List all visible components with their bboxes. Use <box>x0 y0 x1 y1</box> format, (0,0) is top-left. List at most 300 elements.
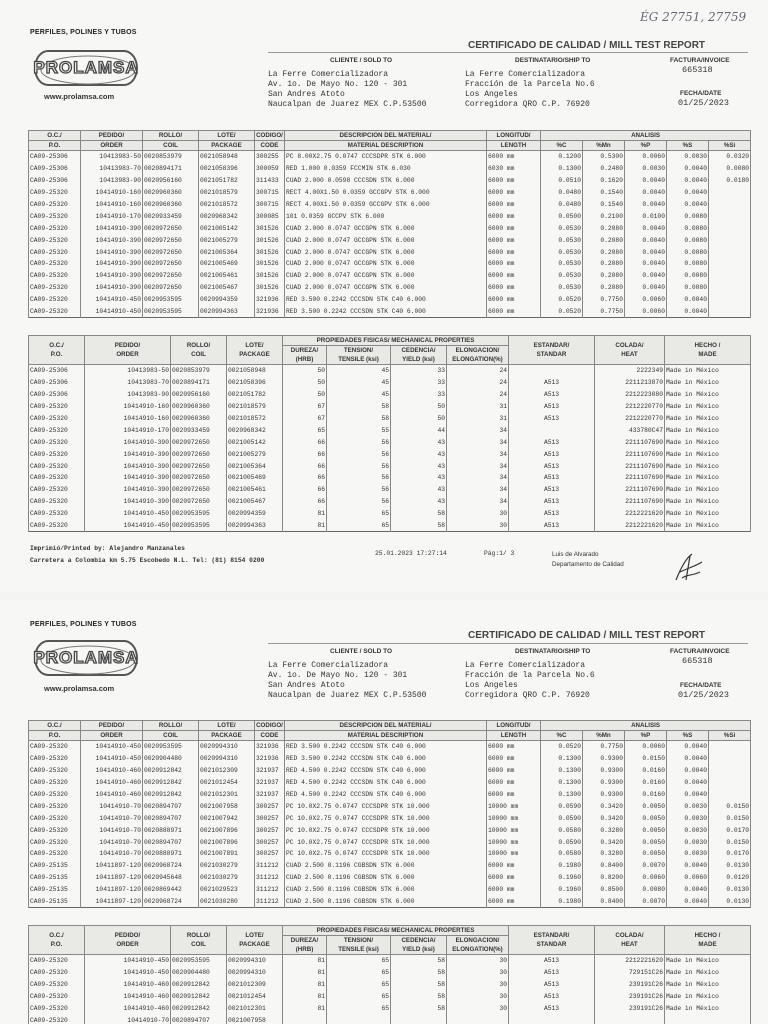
cell-s: 0.0040 <box>667 199 709 211</box>
cell-p: 0.0040 <box>625 234 667 246</box>
print-timestamp: 25.01.2023 17:27:14 <box>375 550 447 557</box>
cell-yield: 58 <box>391 508 447 520</box>
cell-c: 0.0530 <box>541 222 583 234</box>
cell-code: 321937 <box>255 789 285 801</box>
cell-coil: 0020960360 <box>171 401 227 413</box>
cell-standard: A513 <box>509 436 595 448</box>
cell-yield: 58 <box>391 967 447 979</box>
cell-yield: 58 <box>391 520 447 532</box>
mechanical-properties-table <box>28 925 751 1024</box>
col-made: HECHO / MADE <box>665 336 751 365</box>
cell-hardness: 66 <box>283 460 327 472</box>
cell-tensile: 56 <box>327 460 391 472</box>
cell-coil: 0020945648 <box>143 872 199 884</box>
cell-s: 0.0040 <box>667 187 709 199</box>
cell-po: CA09-25306 <box>29 175 81 187</box>
cell-p: 0.0070 <box>625 860 667 872</box>
sold-to-line: Naucalpan de Juarez MEX C.P.53500 <box>268 691 427 700</box>
cell-coil: 0020972650 <box>171 460 227 472</box>
sold-to-line: La Ferre Comercializadora <box>268 70 389 79</box>
cell-order: 10413983-70 <box>85 377 171 389</box>
cell-mn: 0.8500 <box>583 884 625 896</box>
col-rollo: ROLLO/ <box>143 131 199 141</box>
cell-code: 311433 <box>255 175 285 187</box>
cell-order: 10411897-120 <box>81 872 143 884</box>
cell-po: CA09-25320 <box>29 753 81 765</box>
col-rollo: ROLLO/ COIL <box>171 336 227 365</box>
cell-package: 0020994310 <box>227 967 283 979</box>
cell-c: 0.0580 <box>541 848 583 860</box>
table-row <box>29 812 751 824</box>
cell-s: 0.0030 <box>667 800 709 812</box>
cell-order: 10414910-160 <box>85 413 171 425</box>
cell-yield: 43 <box>391 460 447 472</box>
cell-length: 6000 mm <box>487 896 541 908</box>
cell-coil: 0020894171 <box>143 163 199 175</box>
cell-standard: A513 <box>509 991 595 1003</box>
cell-po: CA09-25320 <box>29 294 81 306</box>
cell-heat <box>595 1014 665 1024</box>
cell-package: 0020968342 <box>227 424 283 436</box>
cell-c: 0.1300 <box>541 765 583 777</box>
table-row <box>29 460 751 472</box>
col-tensile: TENSION/ TENSILE (ksi) <box>327 346 391 365</box>
cell-po: CA09-25320 <box>29 812 81 824</box>
cell-standard: A513 <box>509 955 595 967</box>
col-material-description: MATERIAL DESCRIPTION <box>285 141 487 151</box>
cell-elongation: 34 <box>447 460 509 472</box>
cell-elongation: 30 <box>447 979 509 991</box>
cell-order: 10413983-50 <box>81 151 143 163</box>
cell-hardness: 81 <box>283 979 327 991</box>
cell-hardness: 66 <box>283 448 327 460</box>
cell-length: 6000 mm <box>487 765 541 777</box>
company-name: PERFILES, POLINES Y TUBOS <box>30 29 137 36</box>
cell-yield: 50 <box>391 401 447 413</box>
cell-po: CA09-25320 <box>29 824 81 836</box>
cell-standard: A513 <box>509 496 595 508</box>
cell-package: 0020994310 <box>199 741 255 753</box>
sold-to-address <box>268 70 426 110</box>
cell-c: 0.0520 <box>541 294 583 306</box>
cell-code: 300257 <box>255 824 285 836</box>
cell-package: 0021007958 <box>199 800 255 812</box>
table-row <box>29 365 751 377</box>
col-oc: O.C./ P.O. <box>29 336 85 365</box>
cell-s: 0.0080 <box>667 258 709 270</box>
cell-tensile: 65 <box>327 991 391 1003</box>
cell-tensile <box>327 1014 391 1024</box>
cell-si: 0.0170 <box>709 824 751 836</box>
cell-description: PC 10.0X2.75 0.0747 CCCSDPR STK 10.000 <box>285 800 487 812</box>
cell-package: 0021012309 <box>227 979 283 991</box>
cell-yield: 43 <box>391 472 447 484</box>
cell-coil: 0020972650 <box>171 436 227 448</box>
cell-standard: A513 <box>509 520 595 532</box>
cell-s: 0.0060 <box>667 872 709 884</box>
cell-c: 0.0590 <box>541 812 583 824</box>
cell-po: CA09-25320 <box>29 258 81 270</box>
table-row <box>29 448 751 460</box>
cell-package: 0020994363 <box>199 306 255 318</box>
cell-s: 0.0080 <box>667 282 709 294</box>
cell-tensile: 45 <box>327 377 391 389</box>
cell-made: Made in México <box>665 979 751 991</box>
cell-tensile: 56 <box>327 484 391 496</box>
logo-text: PROLAMSA <box>33 648 139 667</box>
cell-po: CA09-25320 <box>29 508 85 520</box>
cell-order: 10414910-70 <box>81 836 143 848</box>
cell-hardness: 50 <box>283 365 327 377</box>
cell-package: 0020994359 <box>199 294 255 306</box>
cell-po: CA09-25306 <box>29 377 85 389</box>
cell-po: CA09-25320 <box>29 777 81 789</box>
table-row <box>29 234 751 246</box>
cell-c: 0.1300 <box>541 163 583 175</box>
ship-to-line: Fracción de la Parcela No.6 <box>465 671 595 680</box>
cell-order: 10414910-460 <box>81 789 143 801</box>
cell-code: 321936 <box>255 741 285 753</box>
cell-mn: 0.3280 <box>583 848 625 860</box>
col-description: DESCRIPCION DEL MATERIAL/ <box>285 131 487 141</box>
cell-package: 0021005461 <box>199 270 255 282</box>
cell-standard <box>509 1014 595 1024</box>
cell-si: 0.0080 <box>709 163 751 175</box>
cell-length: 6000 mm <box>487 234 541 246</box>
col-oc: O.C./ P.O. <box>29 926 85 955</box>
cell-heat: 2211107690 <box>595 460 665 472</box>
cell-p: 0.0160 <box>625 789 667 801</box>
cell-po: CA09-25320 <box>29 496 85 508</box>
cell-length: 10000 mm <box>487 812 541 824</box>
cell-coil: 0020972650 <box>143 234 199 246</box>
header-rule <box>268 643 748 644</box>
cell-elongation: 24 <box>447 377 509 389</box>
cell-c: 0.1960 <box>541 884 583 896</box>
col-si: %Si <box>709 141 751 151</box>
cell-c: 0.0530 <box>541 234 583 246</box>
cell-made: Made in México <box>665 413 751 425</box>
col-c: %C <box>541 731 583 741</box>
cell-order: 10414910-460 <box>85 991 171 1003</box>
cell-made: Made in México <box>665 520 751 532</box>
cell-elongation <box>447 1014 509 1024</box>
cell-coil: 0020912842 <box>143 777 199 789</box>
cell-heat: 2212220770 <box>595 401 665 413</box>
table-row <box>29 472 751 484</box>
cell-tensile: 65 <box>327 955 391 967</box>
ship-to-address <box>465 661 595 701</box>
cell-si <box>709 234 751 246</box>
cell-s: 0.0080 <box>667 234 709 246</box>
cell-tensile: 56 <box>327 472 391 484</box>
table-row <box>29 282 751 294</box>
cell-p: 0.0040 <box>625 258 667 270</box>
cell-standard: A513 <box>509 377 595 389</box>
cell-code: 300715 <box>255 199 285 211</box>
cell-heat: 2211213870 <box>595 377 665 389</box>
table-row <box>29 872 751 884</box>
website-link[interactable]: www.prolamsa.com <box>44 92 115 101</box>
cell-length: 10000 mm <box>487 848 541 860</box>
cell-hardness: 50 <box>283 389 327 401</box>
cell-p: 0.0040 <box>625 175 667 187</box>
cell-standard: A513 <box>509 979 595 991</box>
table-row <box>29 436 751 448</box>
cell-s: 0.0040 <box>667 765 709 777</box>
cell-order: 10414910-390 <box>81 282 143 294</box>
col-mechanical-properties: PROPIEDADES FISICAS/ MECHANICAL PROPERTIES <box>283 926 509 936</box>
cell-order: 10414910-170 <box>81 210 143 222</box>
cell-c: 0.0520 <box>541 741 583 753</box>
cell-si <box>709 187 751 199</box>
sold-to-label: CLIENTE / SOLD TO <box>330 648 392 655</box>
table-row <box>29 246 751 258</box>
cell-p: 0.0060 <box>625 294 667 306</box>
cell-po: CA09-25320 <box>29 800 81 812</box>
cell-package: 0021058396 <box>227 377 283 389</box>
cell-code: 321937 <box>255 765 285 777</box>
cell-order: 10413983-90 <box>81 175 143 187</box>
cell-coil: 0020894707 <box>143 812 199 824</box>
cell-po: CA09-25320 <box>29 282 81 294</box>
cell-si: 0.0150 <box>709 812 751 824</box>
cell-length: 10000 mm <box>487 824 541 836</box>
cell-length: 6000 mm <box>487 210 541 222</box>
cell-order: 10414910-450 <box>81 753 143 765</box>
cell-p: 0.0050 <box>625 836 667 848</box>
invoice-label: FACTURA/INVOICE <box>670 57 730 64</box>
cell-description: CUAD 2.000 0.0747 GCCGPN STK 6.000 <box>285 258 487 270</box>
table-row <box>29 1014 751 1024</box>
cell-elongation: 31 <box>447 401 509 413</box>
cell-si <box>709 282 751 294</box>
cell-c: 0.1200 <box>541 151 583 163</box>
cell-mn: 0.3420 <box>583 836 625 848</box>
cell-si: 0.0150 <box>709 800 751 812</box>
cell-package: 0021018579 <box>227 401 283 413</box>
cell-si: 0.0130 <box>709 884 751 896</box>
cell-code: 300085 <box>255 210 285 222</box>
cell-hardness: 66 <box>283 472 327 484</box>
table-row <box>29 1003 751 1015</box>
table-row <box>29 896 751 908</box>
cell-package: 0020994363 <box>227 520 283 532</box>
cell-s: 0.0080 <box>667 222 709 234</box>
cell-package: 0021018572 <box>227 413 283 425</box>
cell-standard: A513 <box>509 484 595 496</box>
cell-order: 10414910-450 <box>85 955 171 967</box>
cell-po: CA09-25320 <box>29 413 85 425</box>
cell-mn: 0.8200 <box>583 872 625 884</box>
ship-to-line: La Ferre Comercializadora <box>465 70 586 79</box>
sold-to-address <box>268 661 426 701</box>
col-yield: CEDENCIA/ YIELD (ksi) <box>391 346 447 365</box>
col-mn: %Mn <box>583 141 625 151</box>
cell-po: CA09-25135 <box>29 872 81 884</box>
col-description: DESCRIPCION DEL MATERIAL/ <box>285 721 487 731</box>
cell-description: RED 1.000 0.0359 FCCMIN STK 6.030 <box>285 163 487 175</box>
cell-mn: 0.2080 <box>583 246 625 258</box>
company-name: PERFILES, POLINES Y TUBOS <box>30 621 137 628</box>
cell-code: 301526 <box>255 270 285 282</box>
col-lote: LOTE/ <box>199 131 255 141</box>
cell-description: CUAD 2.000 0.0747 GCCGPN STK 6.000 <box>285 246 487 258</box>
cell-po: CA09-25320 <box>29 448 85 460</box>
cell-heat: 2212221620 <box>595 508 665 520</box>
cell-description: PC 10.0X2.75 0.0747 CCCSDPR STK 10.000 <box>285 836 487 848</box>
col-code: CODE <box>255 731 285 741</box>
cell-elongation: 34 <box>447 496 509 508</box>
cell-mn: 0.7750 <box>583 306 625 318</box>
invoice-date: 01/25/2023 <box>678 690 730 700</box>
cell-p: 0.0040 <box>625 187 667 199</box>
cell-order: 10414910-390 <box>85 436 171 448</box>
cell-length: 6000 mm <box>487 741 541 753</box>
cell-si <box>709 270 751 282</box>
cell-mn: 0.9300 <box>583 765 625 777</box>
cell-length: 6000 mm <box>487 258 541 270</box>
cell-c: 0.1980 <box>541 896 583 908</box>
cell-c: 0.0590 <box>541 836 583 848</box>
sold-to-line: Naucalpan de Juarez MEX C.P.53500 <box>268 100 427 109</box>
cell-coil: 0020972650 <box>143 222 199 234</box>
cell-length: 6000 mm <box>487 222 541 234</box>
cell-hardness: 50 <box>283 377 327 389</box>
col-package: PACKAGE <box>199 731 255 741</box>
cell-p: 0.0060 <box>625 872 667 884</box>
cell-tensile: 56 <box>327 448 391 460</box>
cell-c: 0.0520 <box>541 306 583 318</box>
cell-coil: 0020953595 <box>171 520 227 532</box>
cell-package: 0020994310 <box>227 955 283 967</box>
cell-coil: 0020956160 <box>143 175 199 187</box>
cell-coil: 0020972650 <box>171 484 227 496</box>
cell-tensile: 45 <box>327 389 391 401</box>
cell-hardness: 65 <box>283 424 327 436</box>
cell-package: 0021051782 <box>227 389 283 401</box>
cell-p: 0.0060 <box>625 306 667 318</box>
invoice-number: 665318 <box>682 65 713 75</box>
cell-po: CA09-25306 <box>29 163 81 175</box>
col-length-en: LENGTH <box>487 141 541 151</box>
cell-hardness: 67 <box>283 413 327 425</box>
cell-package: 0021007896 <box>199 824 255 836</box>
cell-po: CA09-25320 <box>29 472 85 484</box>
table-row <box>29 413 751 425</box>
cell-p: 0.0050 <box>625 812 667 824</box>
cell-p: 0.0040 <box>625 222 667 234</box>
cell-coil: 0020960360 <box>143 187 199 199</box>
cell-coil: 0020953595 <box>143 741 199 753</box>
cell-code: 311212 <box>255 872 285 884</box>
cell-c: 0.1960 <box>541 872 583 884</box>
cell-heat: 2211107690 <box>595 496 665 508</box>
cell-mn: 0.3280 <box>583 824 625 836</box>
cell-mn: 0.5300 <box>583 151 625 163</box>
col-elongation: ELONGACION/ ELONGATION(%) <box>447 346 509 365</box>
col-pedido: PEDIDO/ ORDER <box>85 336 171 365</box>
cell-s: 0.0040 <box>667 860 709 872</box>
table-row <box>29 306 751 318</box>
cell-coil: 0020853979 <box>143 151 199 163</box>
cell-package: 0021005469 <box>227 472 283 484</box>
cell-package: 0021058396 <box>199 163 255 175</box>
cell-coil: 0020912842 <box>171 1003 227 1015</box>
table-row <box>29 187 751 199</box>
cell-coil: 0020968724 <box>143 896 199 908</box>
col-si: %Si <box>709 731 751 741</box>
cell-coil: 0020972650 <box>171 496 227 508</box>
cell-standard: A513 <box>509 401 595 413</box>
cell-description: CUAD 2.000 0.0747 GCCGPN STK 6.000 <box>285 234 487 246</box>
cell-heat: 2222349 <box>595 365 665 377</box>
cell-coil: 0020953595 <box>143 306 199 318</box>
website-link[interactable]: www.prolamsa.com <box>44 684 115 693</box>
cell-po: CA09-25306 <box>29 365 85 377</box>
col-standard: ESTANDAR/ STANDAR <box>509 336 595 365</box>
col-analysis: ANALISIS <box>541 131 751 141</box>
cell-standard: A513 <box>509 413 595 425</box>
cell-order: 10413983-50 <box>85 365 171 377</box>
cell-elongation: 30 <box>447 991 509 1003</box>
table-row <box>29 270 751 282</box>
col-oc: O.C./ <box>29 721 81 731</box>
cell-package: 0021058948 <box>227 365 283 377</box>
cell-order: 10414910-450 <box>81 306 143 318</box>
cell-made: Made in México <box>665 448 751 460</box>
col-material-description: MATERIAL DESCRIPTION <box>285 731 487 741</box>
cell-code: 300257 <box>255 836 285 848</box>
cell-order: 10414910-170 <box>85 424 171 436</box>
signer-name: Luis de Alvarado <box>552 551 599 558</box>
cell-length: 10000 mm <box>487 800 541 812</box>
col-hardness: DUREZA/ (HRB) <box>283 936 327 955</box>
cell-s: 0.0080 <box>667 210 709 222</box>
cell-mn: 0.1620 <box>583 175 625 187</box>
col-pedido: PEDIDO/ <box>81 131 143 141</box>
cell-tensile: 56 <box>327 436 391 448</box>
certificate-page-2 <box>0 600 768 1024</box>
cell-made: Made in México <box>665 1003 751 1015</box>
cell-description: RED 3.500 0.2242 CCCSDN STK C40 6.000 <box>285 306 487 318</box>
cell-order: 10414910-450 <box>81 741 143 753</box>
ship-to-line: La Ferre Comercializadora <box>465 661 586 670</box>
cell-heat: 239191C26 <box>595 1003 665 1015</box>
col-s: %S <box>667 141 709 151</box>
cell-yield: 33 <box>391 377 447 389</box>
cell-mn: 0.2480 <box>583 163 625 175</box>
table-row <box>29 258 751 270</box>
cell-p: 0.0160 <box>625 765 667 777</box>
cell-tensile: 65 <box>327 508 391 520</box>
cell-po: CA09-25320 <box>29 741 81 753</box>
cell-p: 0.0080 <box>625 884 667 896</box>
cell-description: PC 10.0X2.75 0.0747 CCCSDPR STK 10.000 <box>285 848 487 860</box>
col-tensile: TENSION/ TENSILE (ksi) <box>327 936 391 955</box>
cell-si: 0.0120 <box>709 872 751 884</box>
cell-code: 300257 <box>255 812 285 824</box>
cell-heat: 239191C26 <box>595 979 665 991</box>
cell-p: 0.0040 <box>625 282 667 294</box>
cell-code: 311212 <box>255 860 285 872</box>
cell-standard <box>509 365 595 377</box>
cell-s: 0.0040 <box>667 306 709 318</box>
col-rollo: ROLLO/ COIL <box>171 926 227 955</box>
cell-description: RED 4.500 0.2242 CCCSDN STK C40 6.000 <box>285 789 487 801</box>
cell-code: 301526 <box>255 258 285 270</box>
cell-mn: 0.2080 <box>583 234 625 246</box>
